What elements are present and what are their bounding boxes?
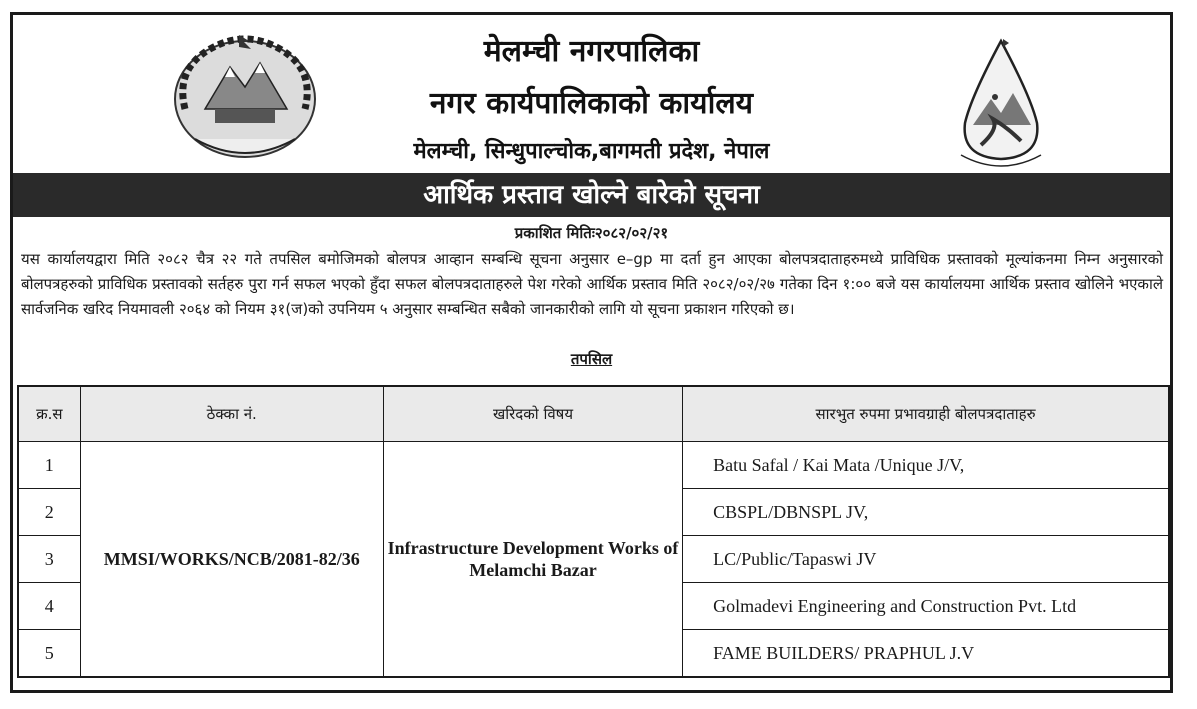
bidder-name: Batu Safal / Kai Mata /Unique J/V, (683, 442, 1169, 489)
bidder-name: FAME BUILDERS/ PRAPHUL J.V (683, 630, 1169, 678)
header-subject: खरिदको विषय (383, 386, 682, 442)
header-sn: क्र.स (18, 386, 80, 442)
row-sn: 5 (18, 630, 80, 678)
notice-frame (10, 12, 1173, 693)
header-contract-no: ठेक्का नं. (80, 386, 383, 442)
row-sn: 4 (18, 583, 80, 630)
row-sn: 1 (18, 442, 80, 489)
bidder-name: LC/Public/Tapaswi JV (683, 536, 1169, 583)
table-row (18, 442, 1169, 489)
published-date: प्रकाशित मितिः२०८२/०२/२१ (514, 224, 669, 242)
municipality-logo-icon (951, 37, 1051, 177)
procurement-subject: Infrastructure Development Works of Melamchi Bazar (383, 442, 682, 678)
contract-number: MMSI/WORKS/NCB/2081-82/36 (80, 442, 383, 678)
header-bidders: सारभुत रुपमा प्रभावग्राही बोलपत्रदाताहरु (683, 386, 1169, 442)
notice-body: यस कार्यालयद्वारा मिति २०८२ चैत्र २२ गते तपसिल बमोजिमको बोलपत्र आव्हान सम्बन्धि सूचना अनुसार e–gp मा दर्ता हुन आएका बोलपत्रदाताहरुमध्ये प्राविधिक प्रस्तावको मूल्यांकनमा निम्न अनुसारको बोलपत्रहरुको प्राविधिक प्रस्तावको सर्तहरु पुरा गर्न सफल भएको हुँदा सफल बोलपत्रदाताहरुले पेश गरेको आर्थिक प्रस्ताव मिति २०८२/०२/२७ गतेका दिन १:०० बजे यस कार्यालयमा आर्थिक प्रस्ताव खोलिने भएकाले सार्वजनिक खरिद नियमावली २०६४ को नियम ३१(ज)को उपनियम ५ अनुसार सम्बन्धित सबैको जानकारीको लागि यो सूचना प्रकाशन गरिएको छ। (21, 250, 1163, 318)
row-sn: 3 (18, 536, 80, 583)
municipality-name: मेलम्ची नगरपालिका (483, 34, 700, 69)
table-header-row (18, 386, 1169, 442)
office-address: मेलम्ची, सिन्धुपाल्चोक,बागमती प्रदेश, नेपाल (413, 139, 770, 164)
bidders-table (17, 385, 1170, 678)
row-sn: 2 (18, 489, 80, 536)
header (13, 15, 1170, 173)
notice-title-banner: आर्थिक प्रस्ताव खोल्ने बारेको सूचना (13, 173, 1170, 217)
bidder-name: CBSPL/DBNSPL JV, (683, 489, 1169, 536)
details-heading: तपसिल (570, 350, 613, 368)
bidder-name: Golmadevi Engineering and Construction Pvt. Ltd (683, 583, 1169, 630)
office-name: नगर कार्यपालिकाको कार्यालय (429, 86, 754, 121)
